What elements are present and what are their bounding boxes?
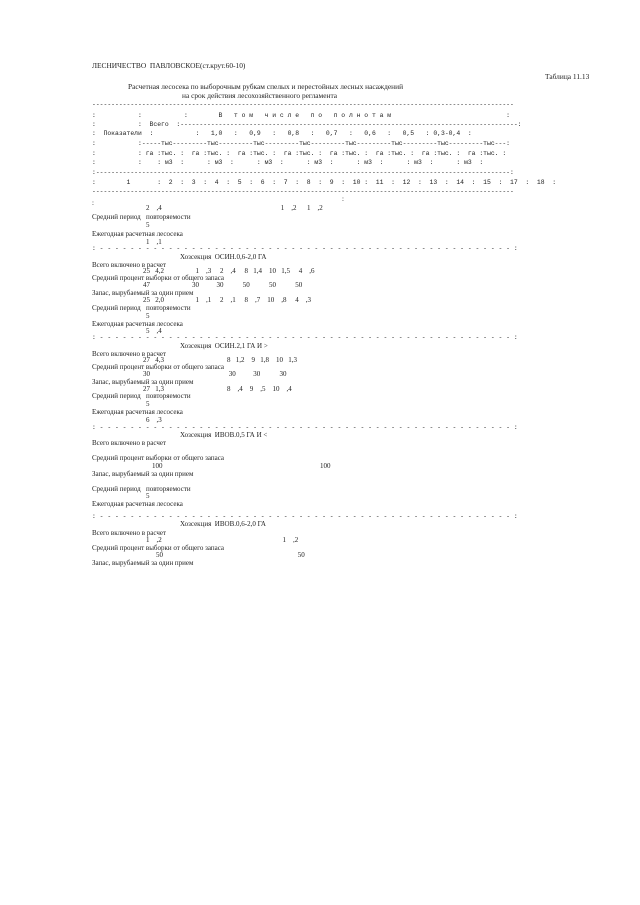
section3-total-label: Всего включено в расчет (92, 439, 167, 447)
header-line-1: : : : В т о м ч и с л е п о п о л н о т а м : (92, 112, 511, 119)
section1-period-label: Средний период повторяемости (92, 304, 191, 312)
table-title-line2: на срок действия лесохозяйственного регламента (182, 91, 338, 100)
separator-1: : - - - - - - - - - - - - - - - - - - - - - - - - - - - - - - - - - - - - - - - - - - - - - - - - - - - - - - : (92, 245, 518, 252)
separator-3: : - - - - - - - - - - - - - - - - - - - - - - - - - - - - - - - - - - - - - - - - - - - - - - - - - - - - - - : (92, 424, 518, 431)
header-line-2: : : Всего :----------------------------------------------------------------------------------------: (92, 121, 522, 128)
header-rule-bottom: -------------------------------------------------------------------------------------------------------------- (92, 188, 514, 195)
section2-stock-label: Запас, вырубаемый за один прием (92, 378, 194, 386)
section2-period-label: Средний период повторяемости (92, 392, 191, 400)
header-rule-top: -------------------------------------------------------------------------------------------------------------- (92, 101, 514, 108)
section1-annual-label: Ежегодная расчетная лесосека (92, 320, 183, 328)
section3-title: Хозсекция ИВОВ.0,5 ГА И < (180, 431, 268, 439)
section1-stock-label: Запас, вырубаемый за один прием (92, 289, 194, 297)
section2-total-values: 27 4,3 8 1,2 9 1,8 10 1,3 (143, 356, 297, 364)
intro-colon: : (92, 199, 94, 207)
section3-pct-values: 100 100 (152, 462, 331, 470)
section3-pct-label: Средний процент выборки от общего запаса (92, 454, 225, 462)
section1-total-label: Всего включено в расчет (92, 261, 167, 269)
section2-annual-value: 6 ,3 (146, 416, 162, 424)
section1-pct-values: 47 30 30 50 50 50 (143, 281, 303, 289)
intro-annual-value: 1 ,1 (146, 238, 162, 246)
section4-pct-values: 50 50 (156, 551, 305, 559)
section2-stock-values: 27 1,3 8 ,4 9 ,5 10 ,4 (143, 385, 292, 393)
section1-period-value: 5 (146, 312, 150, 320)
section4-stock-label: Запас, вырубаемый за один прием (92, 559, 194, 567)
table-title-line1: Расчетная лесосека по выборочным рубкам спелых и перестойных лесных насаждений (128, 82, 404, 91)
section2-total-label: Всего включено в расчет (92, 350, 167, 358)
section3-period-label: Средний период повторяемости (92, 485, 191, 493)
header-line-6: : : : м3 : : м3 : : м3 : : м3 : : м3 : : м3 : : м3 : (92, 159, 484, 166)
section2-period-value: 5 (146, 400, 150, 408)
header-line-3: : Показатели : : 1,0 : 0,9 : 0,8 : 0,7 : 0,6 : 0,5 : 0,3-0,4 : (92, 130, 472, 137)
intro-period-label: Средний период повторяемости (92, 213, 191, 221)
separator-4: : - - - - - - - - - - - - - - - - - - - - - - - - - - - - - - - - - - - - - - - - - - - - - - - - - - - - - - : (92, 513, 518, 520)
section4-title: Хозсекция ИВОВ.0,6-2,0 ГА (180, 520, 266, 528)
section2-pct-values: 30 30 30 30 (143, 370, 287, 378)
section1-total-values: 25 4,2 1 ,3 2 ,4 8 1,4 10 1,5 4 ,6 (143, 267, 315, 275)
section2-annual-label: Ежегодная расчетная лесосека (92, 408, 183, 416)
section4-total-label: Всего включено в расчет (92, 529, 167, 537)
section1-annual-value: 5 ,4 (146, 327, 162, 335)
table-label: Таблица 11.13 (545, 72, 590, 81)
forestry-header: ЛЕСНИЧЕСТВО ПАВЛОВСКОЕ(ст.крут.60-10) (92, 61, 246, 70)
section3-annual-label: Ежегодная расчетная лесосека (92, 500, 183, 508)
section1-pct-label: Средний процент выборки от общего запаса (92, 274, 225, 282)
section2-pct-label: Средний процент выборки от общего запаса (92, 363, 225, 371)
section3-stock-label: Запас, вырубаемый за один прием (92, 470, 194, 478)
header-line-5: : : га :тыс. : га :тыс. : га :тыс. : га :тыс. : га :тыс. : га :тыс. : га :тыс. : га :тыс. : (92, 150, 507, 157)
section2-title: Хозсекция ОСИН.2,1 ГА И > (180, 342, 268, 350)
section1-stock-values: 25 2,0 1 ,1 2 ,1 8 ,7 10 ,8 4 ,3 (143, 296, 311, 304)
header-line-4: : :-----тыс---------тыс---------тыс---------тыс---------тыс---------тыс---------тыс---------тыс---: (92, 140, 511, 147)
intro-values-row: 2 ,4 1 ,2 1 ,2 (146, 204, 323, 212)
section1-title: Хозсекция ОСИН.0,6-2,0 ГА (180, 253, 267, 261)
separator-2: : - - - - - - - - - - - - - - - - - - - - - - - - - - - - - - - - - - - - - - - - - - - - - - - - - - - - - - : (92, 334, 518, 341)
intro-annual-label: Ежегодная расчетная лесосека (92, 230, 183, 238)
intro-colon-right: : (342, 195, 344, 203)
section4-pct-label: Средний процент выборки от общего запаса (92, 544, 225, 552)
column-numbers: : 1 : 2 : 3 : 4 : 5 : 6 : 7 : 8 : 9 : 10 : 11 : 12 : 13 : 14 : 15 : 17 : 18 : (92, 179, 557, 186)
intro-period-value: 5 (146, 221, 150, 229)
section4-total-values: 1 ,2 1 ,2 (146, 536, 299, 544)
section3-period-value: 5 (146, 492, 150, 500)
header-rule-mid: :------------------------------------------------------------------------------------------------------------: (92, 169, 514, 176)
